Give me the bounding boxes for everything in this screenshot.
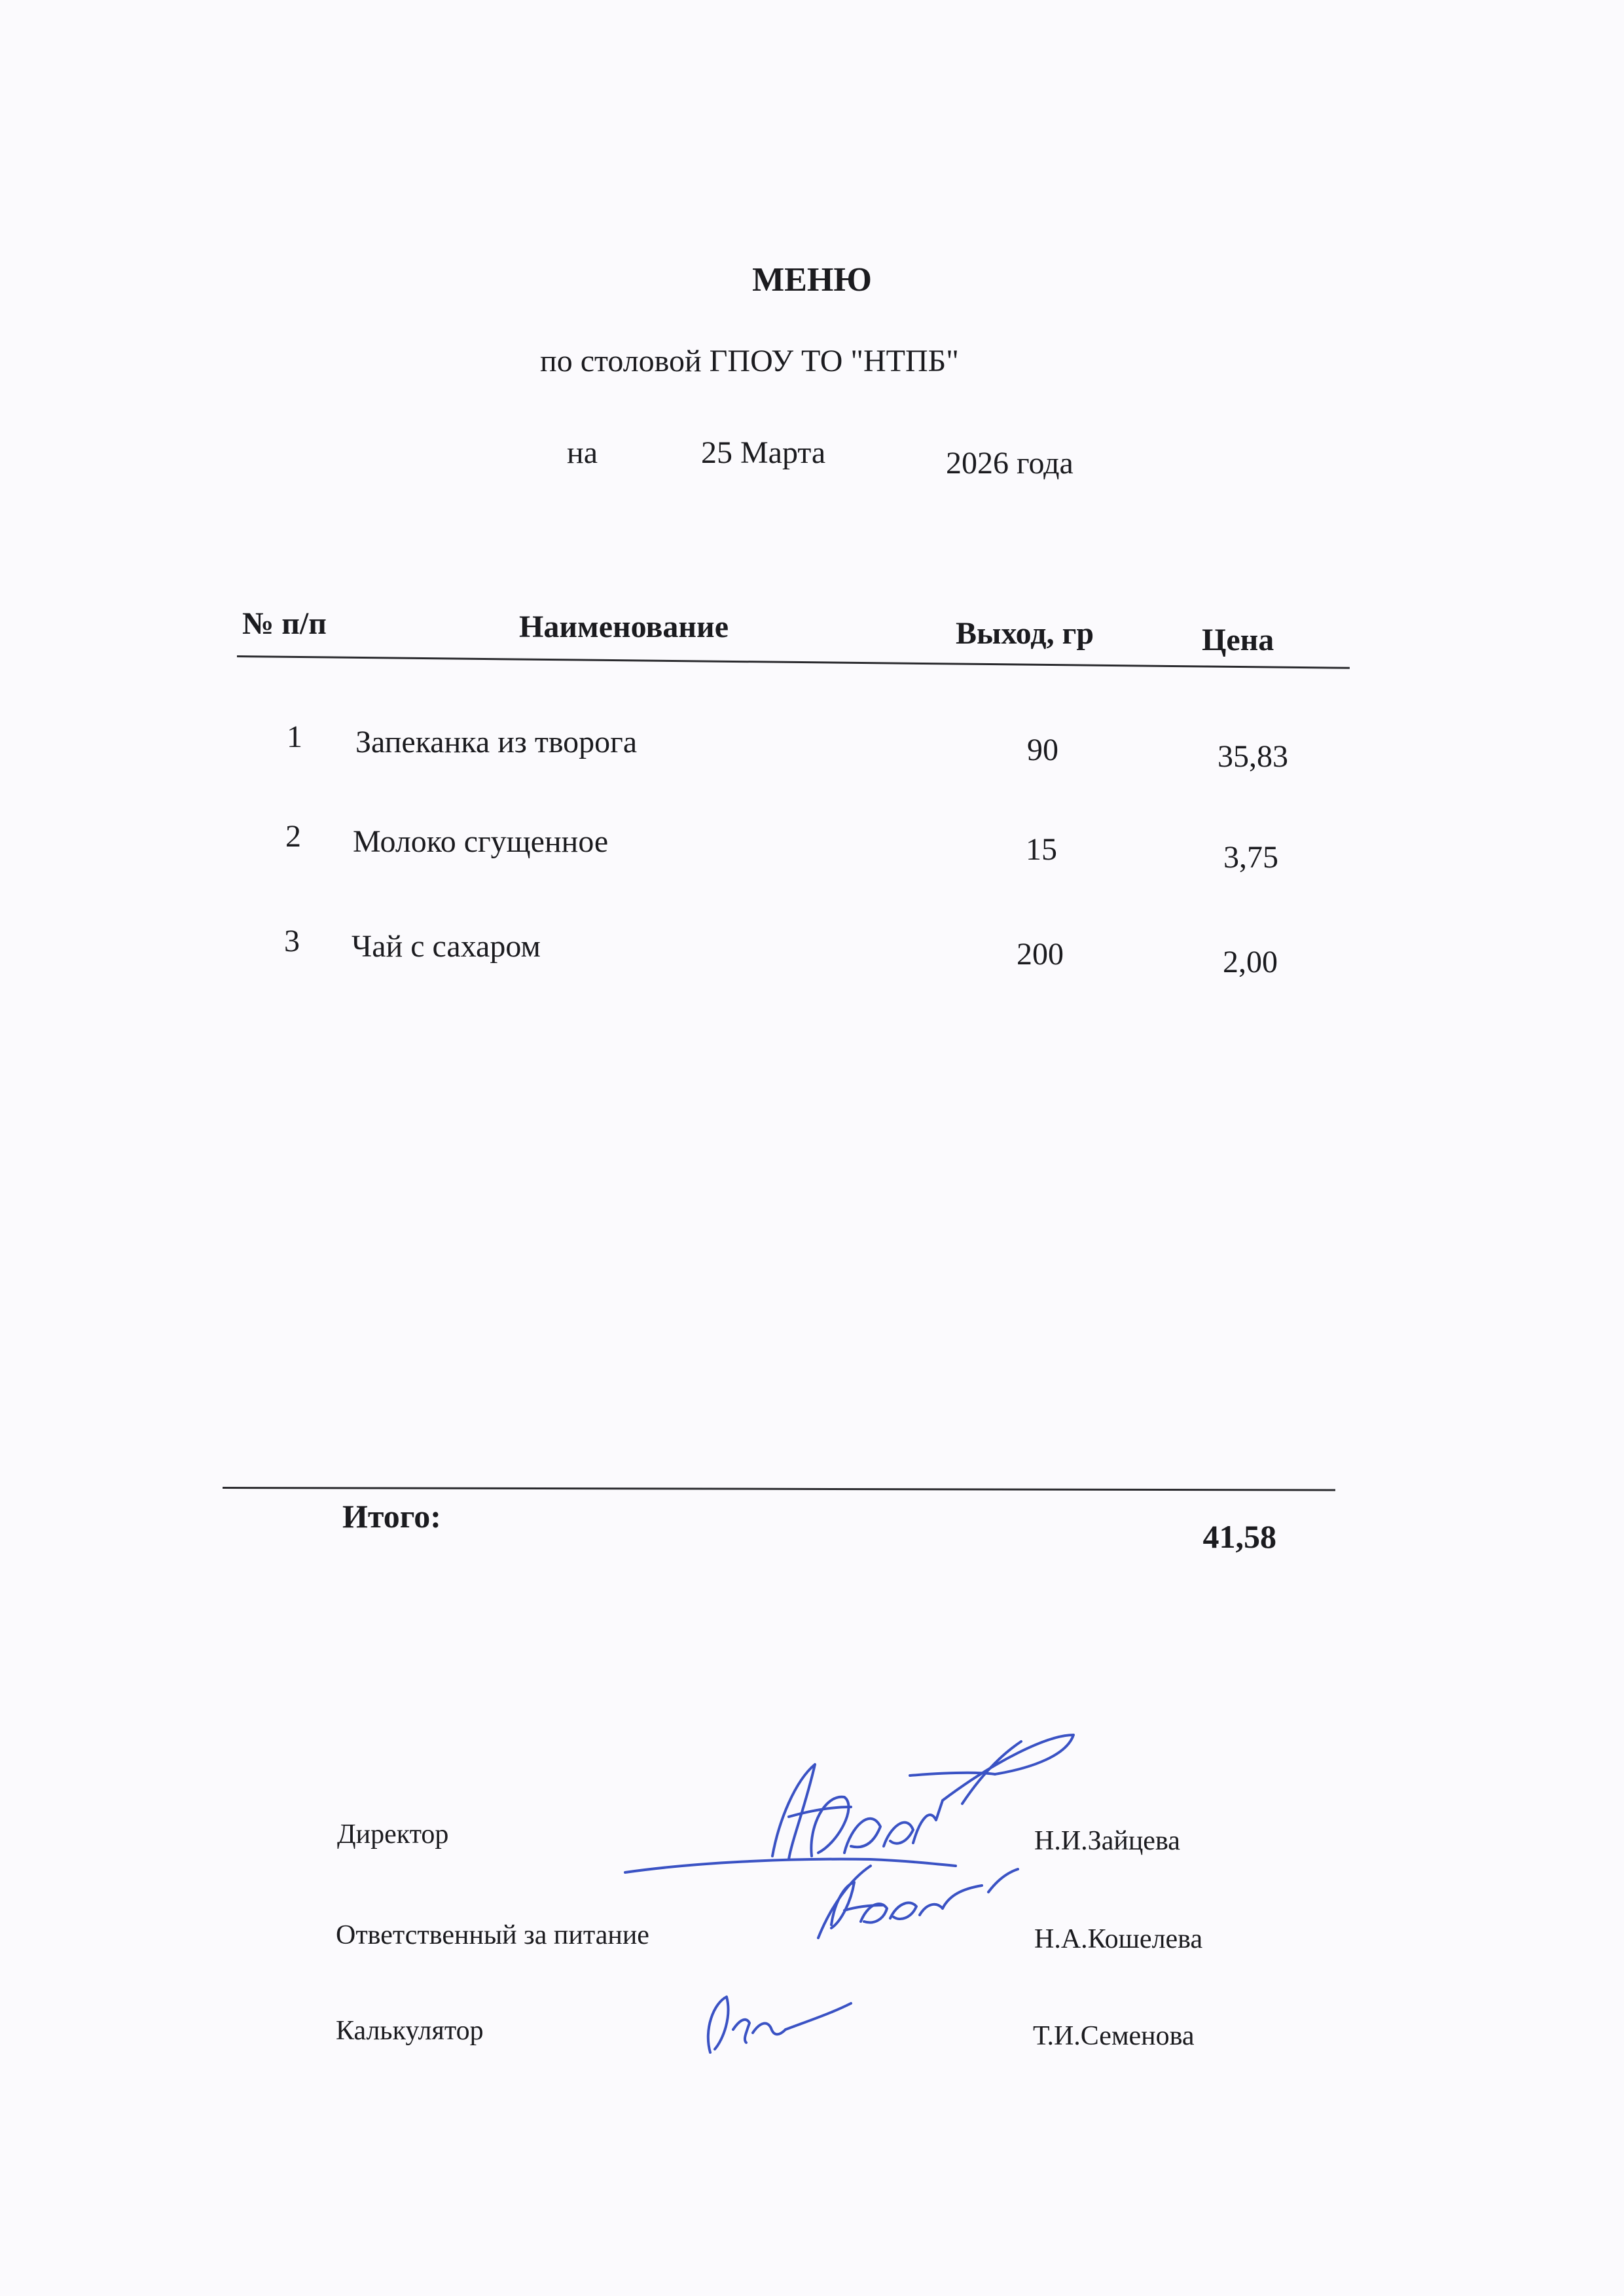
signer-1-role: Директор (337, 1819, 449, 1850)
row-1-number: 1 (287, 720, 302, 754)
signer-3-role: Калькулятор (336, 2016, 484, 2046)
row-2-price: 3,75 (1223, 840, 1278, 875)
row-2-number: 2 (285, 819, 301, 854)
signer-2-role: Ответственный за питание (336, 1920, 649, 1950)
row-2-name: Молоко сгущенное (353, 824, 609, 859)
header-name: Наименование (519, 610, 729, 644)
row-1-yield: 90 (1027, 733, 1058, 767)
row-3-price: 2,00 (1223, 945, 1278, 979)
document-subtitle: по столовой ГПОУ ТО "НТПБ" (540, 344, 959, 378)
row-1-price: 35,83 (1218, 739, 1288, 774)
row-1-name: Запеканка из творога (355, 725, 638, 759)
row-3-number: 3 (284, 924, 300, 958)
date-day: 25 Марта (701, 435, 826, 470)
row-3-name: Чай с сахаром (352, 929, 541, 964)
header-yield: Выход, гр (956, 616, 1094, 651)
date-prefix: на (567, 435, 598, 470)
total-label: Итого: (342, 1498, 441, 1535)
row-2-yield: 15 (1026, 832, 1057, 867)
director-signature (625, 1735, 1074, 1872)
header-number: № п/п (242, 606, 327, 641)
total-value: 41,58 (1202, 1518, 1276, 1555)
calculator-signature (708, 1997, 851, 2052)
document-title: МЕНЮ (752, 261, 872, 299)
signer-3-name: Т.И.Семенова (1033, 2021, 1195, 2051)
signer-2-name: Н.А.Кошелева (1034, 1924, 1203, 1954)
header-price: Цена (1202, 623, 1274, 657)
responsible-signature (818, 1866, 1018, 1938)
date-year: 2026 года (946, 446, 1074, 481)
signer-1-name: Н.И.Зайцева (1034, 1826, 1180, 1856)
row-3-yield: 200 (1017, 937, 1064, 972)
